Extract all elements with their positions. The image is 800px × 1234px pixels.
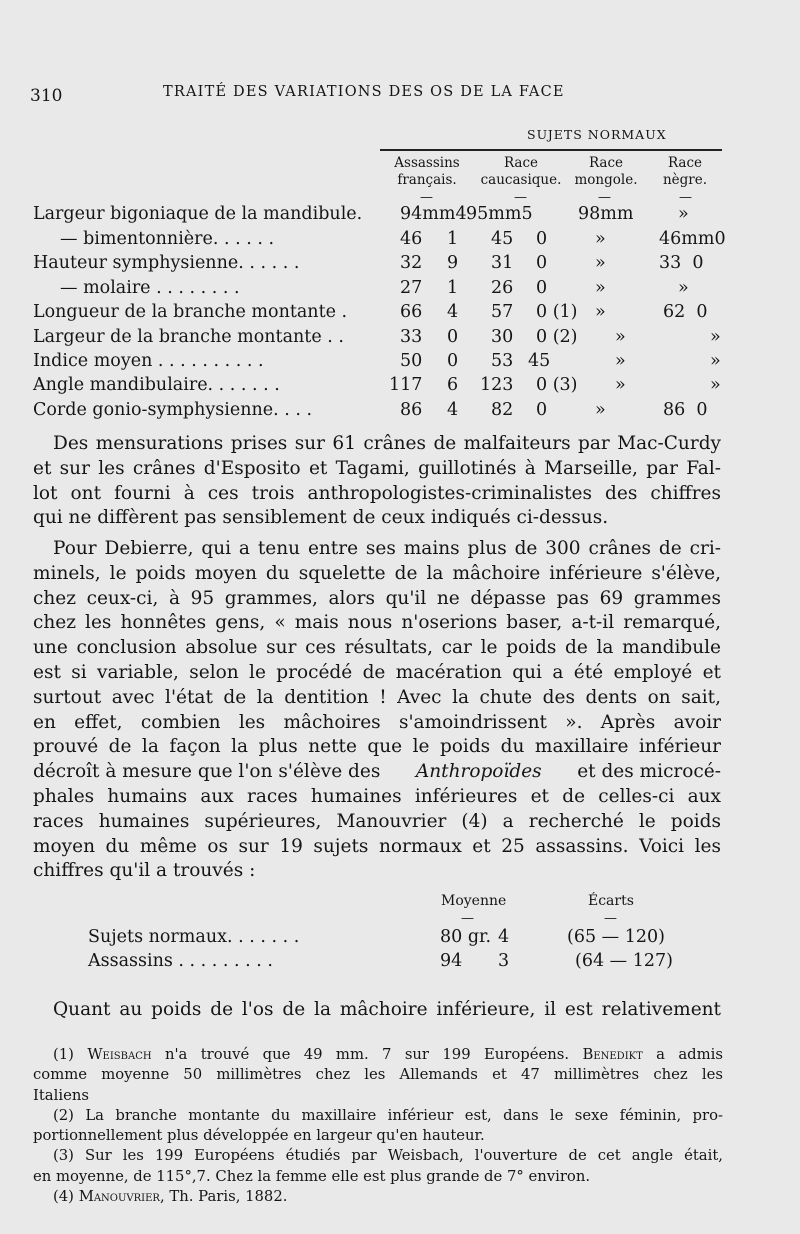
cell-assassins-decimal: 1 bbox=[447, 278, 459, 298]
page-number: 310 bbox=[30, 86, 63, 106]
row-label: Longueur de la branche montante . bbox=[33, 302, 348, 322]
cell-negre: » bbox=[710, 351, 721, 371]
cell-assassins: 46 bbox=[400, 229, 423, 249]
body-paragraph bbox=[33, 537, 721, 884]
text-line: races humaines supérieures, Manouvrier (4) a recherché le poids bbox=[33, 810, 721, 832]
table-row bbox=[33, 229, 733, 252]
cell-caucasique: 30 bbox=[491, 327, 514, 347]
text-line: une conclusion absolue sur ces résultats, car le poids de la mandibule bbox=[33, 637, 721, 659]
table-row bbox=[33, 375, 733, 398]
cell-caucasique: 26 bbox=[491, 278, 514, 298]
table-row bbox=[33, 253, 733, 276]
footnote-text: n'a trouvé que 49 mm. 7 sur 199 Européens. bbox=[164, 1046, 570, 1063]
cell-mongole: » bbox=[615, 375, 626, 395]
column-dash: — bbox=[514, 190, 527, 205]
cell-assassins-decimal: 4 bbox=[447, 302, 459, 322]
author-name: Weisbach bbox=[87, 1046, 152, 1063]
text-line: en effet, combien les mâchoires s'amoindrissent ». Après avoir bbox=[33, 711, 721, 733]
text-line bbox=[33, 760, 721, 785]
table-row bbox=[33, 327, 733, 350]
column-dash: — bbox=[461, 911, 474, 926]
cell-assassins-decimal: 6 bbox=[447, 375, 459, 395]
column-header-assassins: Assassins français. bbox=[394, 155, 460, 188]
cell-caucasique-decimal: 0 (3) bbox=[536, 375, 578, 395]
cell-negre: » bbox=[710, 375, 721, 395]
cell-negre: » bbox=[678, 278, 689, 298]
cell-mongole: » bbox=[595, 253, 606, 273]
row-label: Sujets normaux. . . . . . . bbox=[88, 927, 300, 947]
text-line: phales humains aux races humaines inférieures et de celles-ci aux bbox=[33, 785, 721, 807]
cell-caucasique-decimal: 0 bbox=[536, 253, 548, 273]
cell-caucasique: 57 bbox=[491, 302, 514, 322]
italic-term: Anthropoïdes bbox=[415, 761, 542, 783]
cell-assassins-decimal: 0 bbox=[447, 351, 459, 371]
table-row bbox=[0, 951, 700, 974]
cell-caucasique-decimal: 0 (2) bbox=[536, 327, 578, 347]
cell-caucasique-decimal: 0 (1) bbox=[536, 302, 578, 322]
cell-caucasique: 45 bbox=[491, 229, 514, 249]
cell-mongole: » bbox=[595, 400, 606, 420]
cell-assassins: 66 bbox=[400, 302, 423, 322]
cell-negre: 86 0 bbox=[663, 400, 708, 420]
cell-caucasique: 82 bbox=[491, 400, 514, 420]
cell-mongole: » bbox=[595, 278, 606, 298]
text-line: prouvé de la façon la plus nette que le poids du maxillaire inférieur bbox=[33, 736, 721, 758]
author-name: Benedikt bbox=[582, 1046, 643, 1063]
row-label: — molaire . . . . . . . . bbox=[60, 278, 240, 298]
cell-assassins: 27 bbox=[400, 278, 423, 298]
cell-mean: 80 gr. bbox=[440, 927, 492, 947]
text-line: Des mensurations prises sur 61 crânes de malfaiteurs par Mac-Curdy bbox=[53, 433, 721, 454]
cell-range: (65 — 120) bbox=[567, 927, 665, 947]
text-line: est si variable, selon le procédé de macération qui a été employé et bbox=[33, 661, 721, 683]
row-label: Corde gonio-symphysienne. . . . bbox=[33, 400, 313, 420]
text-line: chez les honnêtes gens, « mais nous n'oserions baser, a-t-il remarqué, bbox=[33, 612, 721, 634]
cell-negre: 33 0 bbox=[659, 253, 704, 273]
footnote-3-line: en moyenne, de 115°,7. Chez la femme elle est plus grande de 7° environ. bbox=[33, 1167, 591, 1185]
cell-caucasique-decimal: 0 bbox=[536, 400, 548, 420]
table-group-rule bbox=[380, 149, 722, 151]
cell-caucasique: 31 bbox=[491, 253, 514, 273]
table-row bbox=[33, 204, 733, 227]
text-line: minels, le poids moyen du squelette de la mâchoire inférieure s'élève, bbox=[33, 562, 721, 584]
footnote-1-line: Italiens bbox=[33, 1086, 89, 1104]
cell-mongole: » bbox=[595, 229, 606, 249]
row-label: — bimentonnière. . . . . . bbox=[60, 229, 275, 249]
cell-negre: » bbox=[710, 327, 721, 347]
cell-caucasique-decimal: 0 bbox=[536, 278, 548, 298]
text-line: moyen du même os sur 19 sujets normaux et 25 assassins. Voici les bbox=[33, 835, 721, 857]
text-segment: décroît à mesure que l'on s'élève des bbox=[33, 761, 381, 783]
row-label: Largeur bigoniaque de la mandibule. bbox=[33, 204, 363, 224]
column-header-mongole: Race mongole. bbox=[574, 155, 638, 188]
cell-caucasique-decimal: 45 bbox=[528, 351, 551, 371]
footnote-4-line bbox=[33, 1187, 723, 1207]
table-row bbox=[33, 278, 733, 301]
column-header-negre: Race nègre. bbox=[662, 155, 708, 188]
table-row bbox=[0, 927, 700, 950]
cell-range: (64 — 127) bbox=[575, 951, 673, 971]
cell-negre: 62 0 bbox=[663, 302, 708, 322]
column-dash: — bbox=[598, 190, 611, 205]
text-line: et sur les crânes d'Esposito et Tagami, guillotinés à Marseille, par Fal- bbox=[33, 457, 721, 479]
cell-negre: » bbox=[678, 204, 689, 224]
cell-assassins-decimal: 0 bbox=[447, 327, 459, 347]
cell-assassins: 86 bbox=[400, 400, 423, 420]
text-line: chiffres qu'il a trouvés : bbox=[33, 860, 256, 882]
text-line: surtout avec l'état de la dentition ! Avec la chute des dents on sait, bbox=[33, 686, 721, 708]
row-label: Indice moyen . . . . . . . . . . bbox=[33, 351, 264, 371]
column-dash: — bbox=[604, 911, 617, 926]
cell-mongole: » bbox=[595, 302, 606, 322]
cell-mean-decimal: 4 bbox=[498, 927, 510, 947]
row-label: Assassins . . . . . . . . . bbox=[88, 951, 273, 971]
cell-assassins: 50 bbox=[400, 351, 423, 371]
cell-assassins: 94mm4 bbox=[400, 204, 467, 224]
text-segment: et des microcé- bbox=[577, 761, 721, 783]
row-label: Largeur de la branche montante . . bbox=[33, 327, 344, 347]
cell-assassins-decimal: 4 bbox=[447, 400, 459, 420]
text-line: chez ceux-ci, à 95 grammes, alors qu'il ne dépasse pas 69 grammes bbox=[33, 587, 721, 609]
cell-mongole: » bbox=[615, 351, 626, 371]
footnote-mark: (1) bbox=[53, 1046, 74, 1063]
cell-assassins: 33 bbox=[400, 327, 423, 347]
body-paragraph bbox=[33, 998, 721, 1023]
text-line: lot ont fourni à ces trois anthropologistes-criminalistes des chiffres bbox=[33, 482, 721, 504]
cell-assassins: 32 bbox=[400, 253, 423, 273]
cell-caucasique: 123 bbox=[480, 375, 514, 395]
cell-negre: 46mm0 bbox=[659, 229, 726, 249]
footnote-1-line bbox=[33, 1045, 723, 1065]
column-header-moyenne: Moyenne bbox=[441, 893, 507, 909]
cell-caucasique: 95mm5 bbox=[466, 204, 533, 224]
cell-assassins-decimal: 9 bbox=[447, 253, 459, 273]
cell-mongole: » bbox=[615, 327, 626, 347]
footnote-2-line: portionnellement plus développée en largeur qu'en hauteur. bbox=[33, 1127, 485, 1145]
cell-mean: 94 bbox=[440, 951, 463, 971]
footnote-1-line: comme moyenne 50 millimètres chez les Allemands et 47 millimètres chez les bbox=[33, 1066, 723, 1084]
table-row bbox=[33, 302, 733, 325]
cell-caucasique: 53 bbox=[491, 351, 514, 371]
text-line: Pour Debierre, qui a tenu entre ses mains plus de 300 crânes de cri- bbox=[53, 538, 721, 559]
table-row bbox=[33, 400, 733, 423]
column-header-ecarts: Écarts bbox=[588, 893, 634, 909]
footnote-mark: (4) bbox=[53, 1188, 74, 1206]
footnote-3-line: (3) Sur les 199 Européens étudiés par Weisbach, l'ouverture de cet angle était, bbox=[53, 1147, 723, 1165]
footnote-text: a admis bbox=[656, 1046, 723, 1063]
cell-assassins-decimal: 1 bbox=[447, 229, 459, 249]
body-paragraph bbox=[33, 432, 721, 531]
cell-mean-decimal: 3 bbox=[498, 951, 510, 971]
table-group-label: SUJETS NORMAUX bbox=[527, 127, 667, 142]
cell-caucasique-decimal: 0 bbox=[536, 229, 548, 249]
cell-assassins: 117 bbox=[389, 375, 423, 395]
column-dash: — bbox=[420, 190, 433, 205]
text-line: qui ne diffèrent pas sensiblement de ceux indiqués ci-dessus. bbox=[33, 507, 609, 529]
text-line: Quant au poids de l'os de la mâchoire inférieure, il est relativement bbox=[53, 999, 721, 1020]
author-name: Manouvrier bbox=[78, 1188, 160, 1206]
footnote-2-line: (2) La branche montante du maxillaire inférieur est, dans le sexe féminin, pro- bbox=[53, 1106, 723, 1124]
row-label: Angle mandibulaire. . . . . . . bbox=[33, 375, 280, 395]
column-dash: — bbox=[679, 190, 692, 205]
table-row bbox=[33, 351, 733, 374]
footnotes bbox=[33, 1045, 723, 1207]
footnote-text: , Th. Paris, 1882. bbox=[159, 1188, 288, 1206]
running-title: TRAITÉ DES VARIATIONS DES OS DE LA FACE bbox=[163, 84, 565, 100]
cell-mongole: 98mm bbox=[578, 204, 634, 224]
row-label: Hauteur symphysienne. . . . . . bbox=[33, 253, 300, 273]
column-header-caucasique: Race caucasique. bbox=[480, 155, 562, 188]
